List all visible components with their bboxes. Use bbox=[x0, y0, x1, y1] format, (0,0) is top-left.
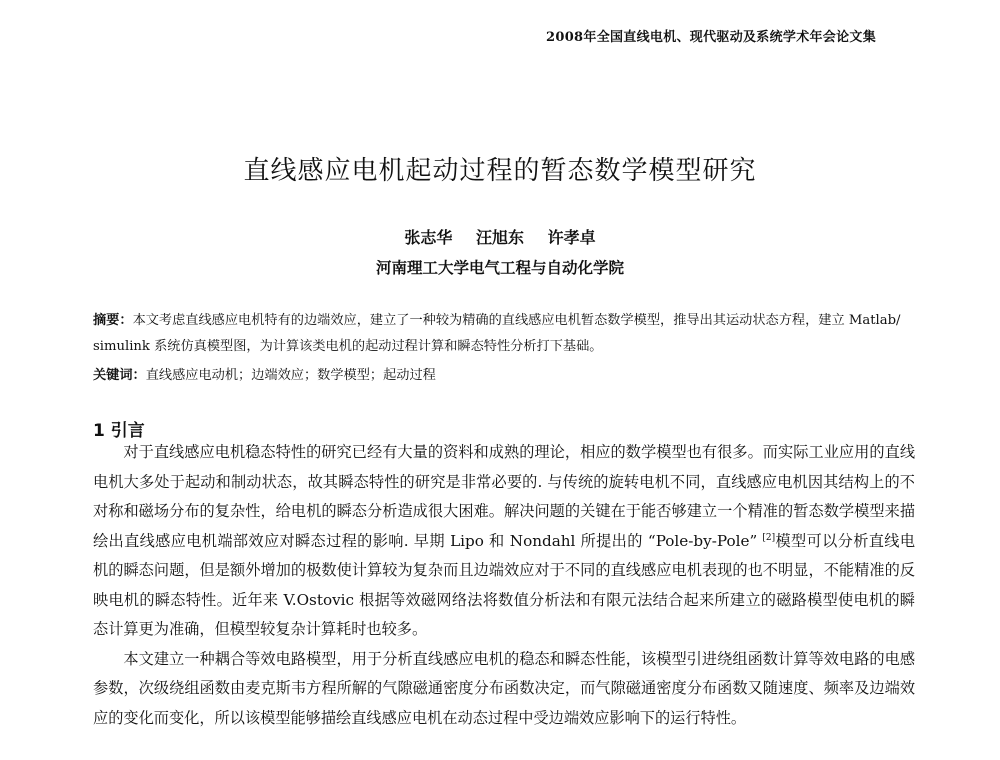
paper-title: 直线感应电机起动过程的暂态数学模型研究 bbox=[243, 156, 757, 186]
paragraph-1-part-a: 对于直线感应电机稳态特性的研究已经有大量的资料和成熟的理论，相应的数学模型也有很多。而实际工业应用的直线电机大多处于起动和制动状态，故其瞬态特性的研究是非常必要的. 与传统的旋转电机不同，直线感应电机因其结构上的不对称和磁场分布的复杂性，给电机的瞬态分析造成很大困难。解决问题的关键在于能否够建立一个精准的暂态数学模型来描绘出直线感应电机端部效应对瞬态过程的影响. 早期 Lipo 和 Nondahl 所提出的 “Pole-by-Pole” bbox=[93, 443, 915, 550]
paragraph-1-part-b: 模型可以分析直线电机的瞬态问题，但是额外增加的极数使计算较为复杂而且边端效应对于不同的直线感应电机表现的也不明显，不能精准的反映电机的瞬态特性。近年来 V.Ostovic 根据等效磁网络法将数值分析法和有限元法结合起来所建立的磁路模型使电机的瞬态计算更为准确，但模型较复杂计算耗时也较多。 bbox=[93, 531, 916, 638]
paragraph-2: 本文建立一种耦合等效电路模型，用于分析直线感应电机的稳态和瞬态性能，该模型引进绕组函数计算等效电路的电感参数，次级绕组函数由麦克斯韦方程所解的气隙磁通密度分布函数决定，而气隙磁通密度分布函数又随速度、频率及边端效应的变化而变化，所以该模型能够描绘直线感应电机在动态过程中受边端效应影响下的运行特性。 bbox=[93, 649, 915, 727]
author-2: 汪旭东 bbox=[475, 228, 524, 247]
abstract-label: 摘要： bbox=[93, 313, 133, 328]
keywords bbox=[93, 364, 913, 388]
keywords-label: 关键词： bbox=[93, 368, 146, 383]
abstract-text: 本文考虑直线感应电机特有的边端效应，建立了一种较为精确的直线感应电机暂态数学模型，推导出其运动状态方程，建立 Matlab/ simulink 系统仿真模型图，为计算该类电机的起动过程计算和瞬态特性分析打下基础。 bbox=[93, 313, 901, 354]
author-1: 张志华 bbox=[404, 228, 453, 247]
paragraph-1 bbox=[93, 438, 915, 645]
abstract bbox=[93, 308, 913, 360]
citation-ref-2[interactable]: [2] bbox=[762, 532, 776, 543]
section-heading-introduction: 1 引言 bbox=[93, 421, 145, 441]
keywords-text: 直线感应电动机；边端效应；数学模型；起动过程 bbox=[145, 368, 436, 383]
author-list bbox=[0, 225, 1000, 248]
author-3: 许孝卓 bbox=[547, 228, 596, 247]
affiliation: 河南理工大学电气工程与自动化学院 bbox=[375, 259, 624, 277]
running-header: 2008年全国直线电机、现代驱动及系统学术年会论文集 bbox=[546, 30, 876, 45]
introduction-body bbox=[93, 438, 915, 733]
